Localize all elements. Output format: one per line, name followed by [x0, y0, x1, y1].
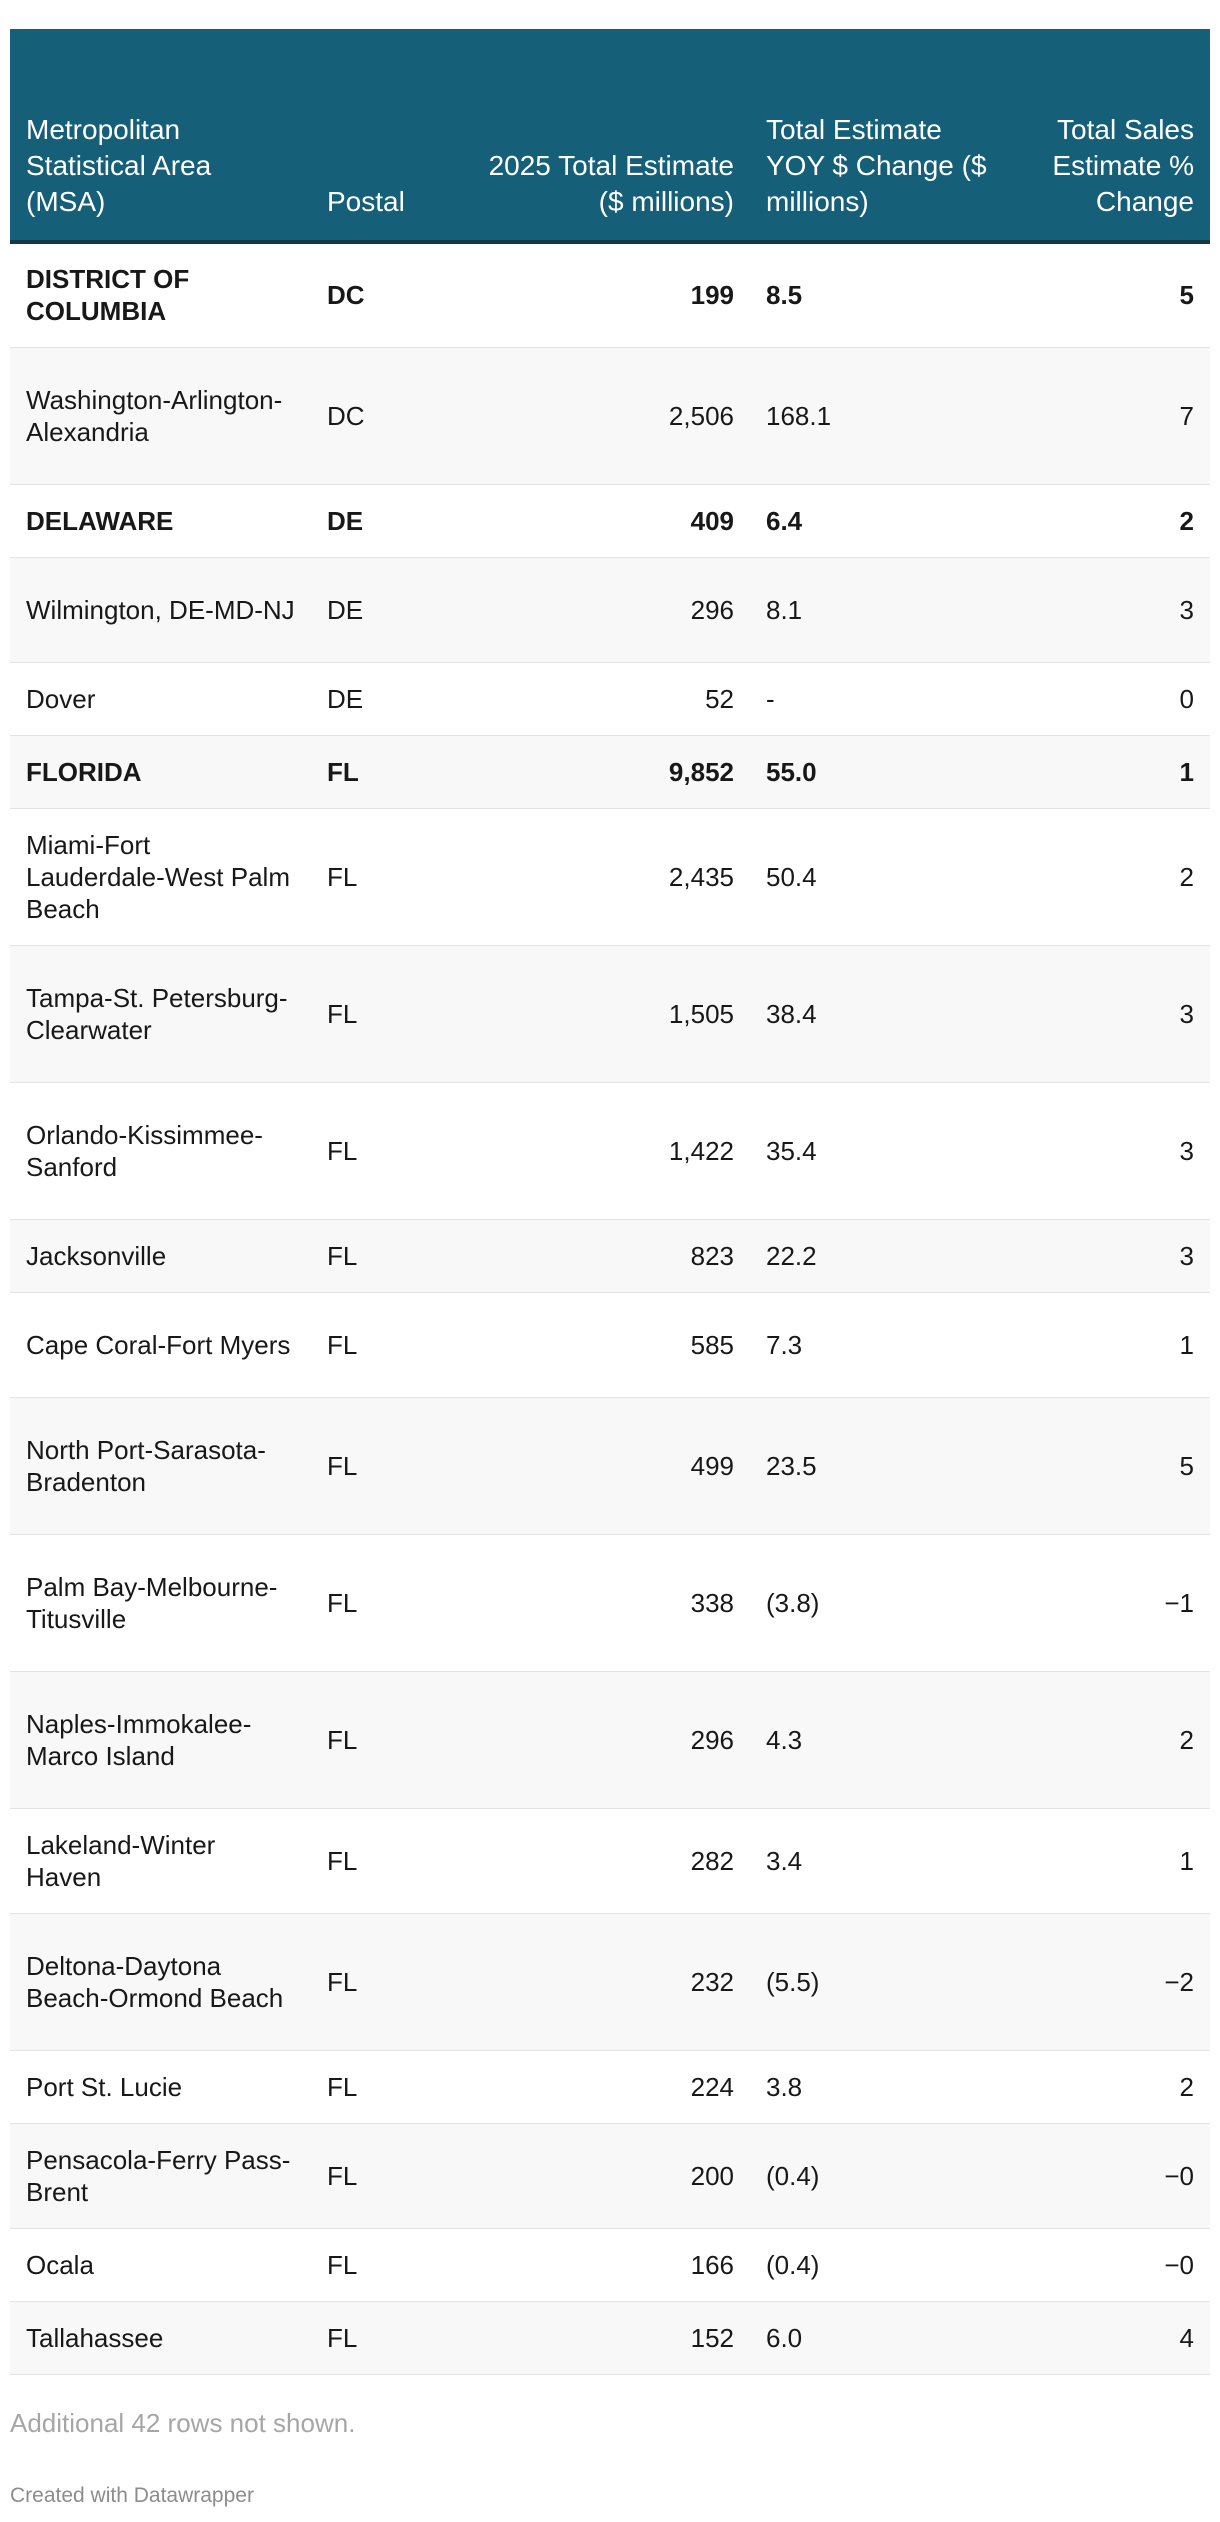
- cell-total-estimate: 232: [471, 1913, 750, 2050]
- table-row: [10, 484, 1210, 557]
- column-header-msa[interactable]: Metropolitan Statistical Area (MSA): [10, 29, 311, 242]
- table-row: [10, 735, 1210, 808]
- cell-pct-change: 3: [1005, 1082, 1210, 1219]
- cell-postal: FL: [311, 2123, 471, 2228]
- cell-postal: FL: [311, 1292, 471, 1397]
- cell-total-estimate: 1,422: [471, 1082, 750, 1219]
- cell-pct-change: 2: [1005, 808, 1210, 945]
- cell-msa: DELAWARE: [10, 484, 311, 557]
- datawrapper-credit: Created with Datawrapper: [10, 2484, 254, 2507]
- table-row: [10, 1808, 1210, 1913]
- table-row: [10, 347, 1210, 484]
- cell-total-estimate: 409: [471, 484, 750, 557]
- cell-msa: Port St. Lucie: [10, 2050, 311, 2123]
- column-header-pct-change[interactable]: Total Sales Estimate % Change: [1005, 29, 1210, 242]
- cell-total-estimate: 296: [471, 557, 750, 662]
- cell-pct-change: 5: [1005, 242, 1210, 347]
- cell-yoy-change: 7.3: [750, 1292, 1005, 1397]
- cell-postal: FL: [311, 2050, 471, 2123]
- cell-postal: FL: [311, 808, 471, 945]
- cell-yoy-change: 38.4: [750, 945, 1005, 1082]
- rows-not-shown-note: Additional 42 rows not shown.: [10, 2408, 356, 2438]
- cell-msa: Deltona-Daytona Beach-Ormond Beach: [10, 1913, 311, 2050]
- table-row: [10, 1219, 1210, 1292]
- cell-yoy-change: (0.4): [750, 2123, 1005, 2228]
- cell-total-estimate: 200: [471, 2123, 750, 2228]
- cell-postal: FL: [311, 735, 471, 808]
- cell-postal: FL: [311, 1808, 471, 1913]
- cell-msa: Jacksonville: [10, 1219, 311, 1292]
- table-row: [10, 1913, 1210, 2050]
- cell-postal: DE: [311, 557, 471, 662]
- cell-yoy-change: (3.8): [750, 1534, 1005, 1671]
- cell-msa: Orlando-Kissimmee-Sanford: [10, 1082, 311, 1219]
- cell-msa: Wilmington, DE-MD-NJ: [10, 557, 311, 662]
- cell-postal: FL: [311, 1534, 471, 1671]
- cell-yoy-change: 23.5: [750, 1397, 1005, 1534]
- cell-total-estimate: 224: [471, 2050, 750, 2123]
- cell-yoy-change: 8.1: [750, 557, 1005, 662]
- table-row: [10, 242, 1210, 347]
- cell-postal: FL: [311, 1397, 471, 1534]
- cell-msa: Tallahassee: [10, 2301, 311, 2374]
- cell-pct-change: 3: [1005, 557, 1210, 662]
- cell-total-estimate: 152: [471, 2301, 750, 2374]
- cell-pct-change: 1: [1005, 735, 1210, 808]
- table-row: [10, 2123, 1210, 2228]
- cell-yoy-change: -: [750, 662, 1005, 735]
- cell-yoy-change: 35.4: [750, 1082, 1005, 1219]
- cell-total-estimate: 199: [471, 242, 750, 347]
- cell-pct-change: −2: [1005, 1913, 1210, 2050]
- cell-total-estimate: 282: [471, 1808, 750, 1913]
- cell-yoy-change: (0.4): [750, 2228, 1005, 2301]
- table-row: [10, 1397, 1210, 1534]
- cell-yoy-change: 6.4: [750, 484, 1005, 557]
- cell-pct-change: 2: [1005, 1671, 1210, 1808]
- table-row: [10, 945, 1210, 1082]
- column-header-postal[interactable]: Postal: [311, 29, 471, 242]
- cell-postal: FL: [311, 2301, 471, 2374]
- cell-msa: Pensacola-Ferry Pass-Brent: [10, 2123, 311, 2228]
- cell-msa: Ocala: [10, 2228, 311, 2301]
- cell-yoy-change: 168.1: [750, 347, 1005, 484]
- cell-yoy-change: 3.4: [750, 1808, 1005, 1913]
- table-row: [10, 1534, 1210, 1671]
- cell-total-estimate: 9,852: [471, 735, 750, 808]
- table-row: [10, 1292, 1210, 1397]
- table-row: [10, 662, 1210, 735]
- cell-msa: Washington-Arlington-Alexandria: [10, 347, 311, 484]
- cell-pct-change: −0: [1005, 2123, 1210, 2228]
- cell-yoy-change: 8.5: [750, 242, 1005, 347]
- cell-total-estimate: 499: [471, 1397, 750, 1534]
- cell-msa: Palm Bay-Melbourne-Titusville: [10, 1534, 311, 1671]
- cell-total-estimate: 338: [471, 1534, 750, 1671]
- cell-yoy-change: 50.4: [750, 808, 1005, 945]
- cell-postal: FL: [311, 1671, 471, 1808]
- cell-postal: FL: [311, 1082, 471, 1219]
- cell-pct-change: 2: [1005, 2050, 1210, 2123]
- cell-pct-change: −0: [1005, 2228, 1210, 2301]
- cell-pct-change: −1: [1005, 1534, 1210, 1671]
- cell-msa: Lakeland-Winter Haven: [10, 1808, 311, 1913]
- cell-pct-change: 2: [1005, 484, 1210, 557]
- cell-total-estimate: 823: [471, 1219, 750, 1292]
- cell-postal: DC: [311, 242, 471, 347]
- data-table: [10, 29, 1210, 2375]
- cell-total-estimate: 166: [471, 2228, 750, 2301]
- cell-msa: Dover: [10, 662, 311, 735]
- cell-pct-change: 4: [1005, 2301, 1210, 2374]
- cell-total-estimate: 296: [471, 1671, 750, 1808]
- cell-yoy-change: 55.0: [750, 735, 1005, 808]
- column-header-yoy-change[interactable]: Total Estimate YOY $ Change ($ millions): [750, 29, 1005, 242]
- cell-yoy-change: 4.3: [750, 1671, 1005, 1808]
- cell-msa: FLORIDA: [10, 735, 311, 808]
- column-header-total-estimate[interactable]: 2025 Total Estimate ($ millions): [471, 29, 750, 242]
- cell-total-estimate: 2,506: [471, 347, 750, 484]
- cell-postal: FL: [311, 945, 471, 1082]
- cell-msa: Tampa-St. Petersburg-Clearwater: [10, 945, 311, 1082]
- cell-postal: FL: [311, 1913, 471, 2050]
- cell-msa: DISTRICT OF COLUMBIA: [10, 242, 311, 347]
- cell-pct-change: 3: [1005, 1219, 1210, 1292]
- cell-total-estimate: 52: [471, 662, 750, 735]
- table-row: [10, 2050, 1210, 2123]
- table-row: [10, 2228, 1210, 2301]
- cell-yoy-change: 22.2: [750, 1219, 1005, 1292]
- cell-yoy-change: (5.5): [750, 1913, 1005, 2050]
- cell-msa: Cape Coral-Fort Myers: [10, 1292, 311, 1397]
- cell-total-estimate: 1,505: [471, 945, 750, 1082]
- table-row: [10, 2301, 1210, 2374]
- cell-postal: FL: [311, 2228, 471, 2301]
- cell-pct-change: 3: [1005, 945, 1210, 1082]
- cell-postal: DC: [311, 347, 471, 484]
- cell-pct-change: 1: [1005, 1808, 1210, 1913]
- cell-yoy-change: 3.8: [750, 2050, 1005, 2123]
- table-row: [10, 557, 1210, 662]
- cell-postal: DE: [311, 662, 471, 735]
- cell-total-estimate: 2,435: [471, 808, 750, 945]
- cell-pct-change: 0: [1005, 662, 1210, 735]
- cell-postal: FL: [311, 1219, 471, 1292]
- cell-postal: DE: [311, 484, 471, 557]
- cell-yoy-change: 6.0: [750, 2301, 1005, 2374]
- cell-total-estimate: 585: [471, 1292, 750, 1397]
- cell-pct-change: 5: [1005, 1397, 1210, 1534]
- table-body: [10, 242, 1210, 2374]
- table-row: [10, 1671, 1210, 1808]
- table-row: [10, 808, 1210, 945]
- cell-msa: Miami-Fort Lauderdale-West Palm Beach: [10, 808, 311, 945]
- cell-pct-change: 1: [1005, 1292, 1210, 1397]
- cell-pct-change: 7: [1005, 347, 1210, 484]
- table-row: [10, 1082, 1210, 1219]
- cell-msa: North Port-Sarasota-Bradenton: [10, 1397, 311, 1534]
- header-row: [10, 29, 1210, 242]
- cell-msa: Naples-Immokalee-Marco Island: [10, 1671, 311, 1808]
